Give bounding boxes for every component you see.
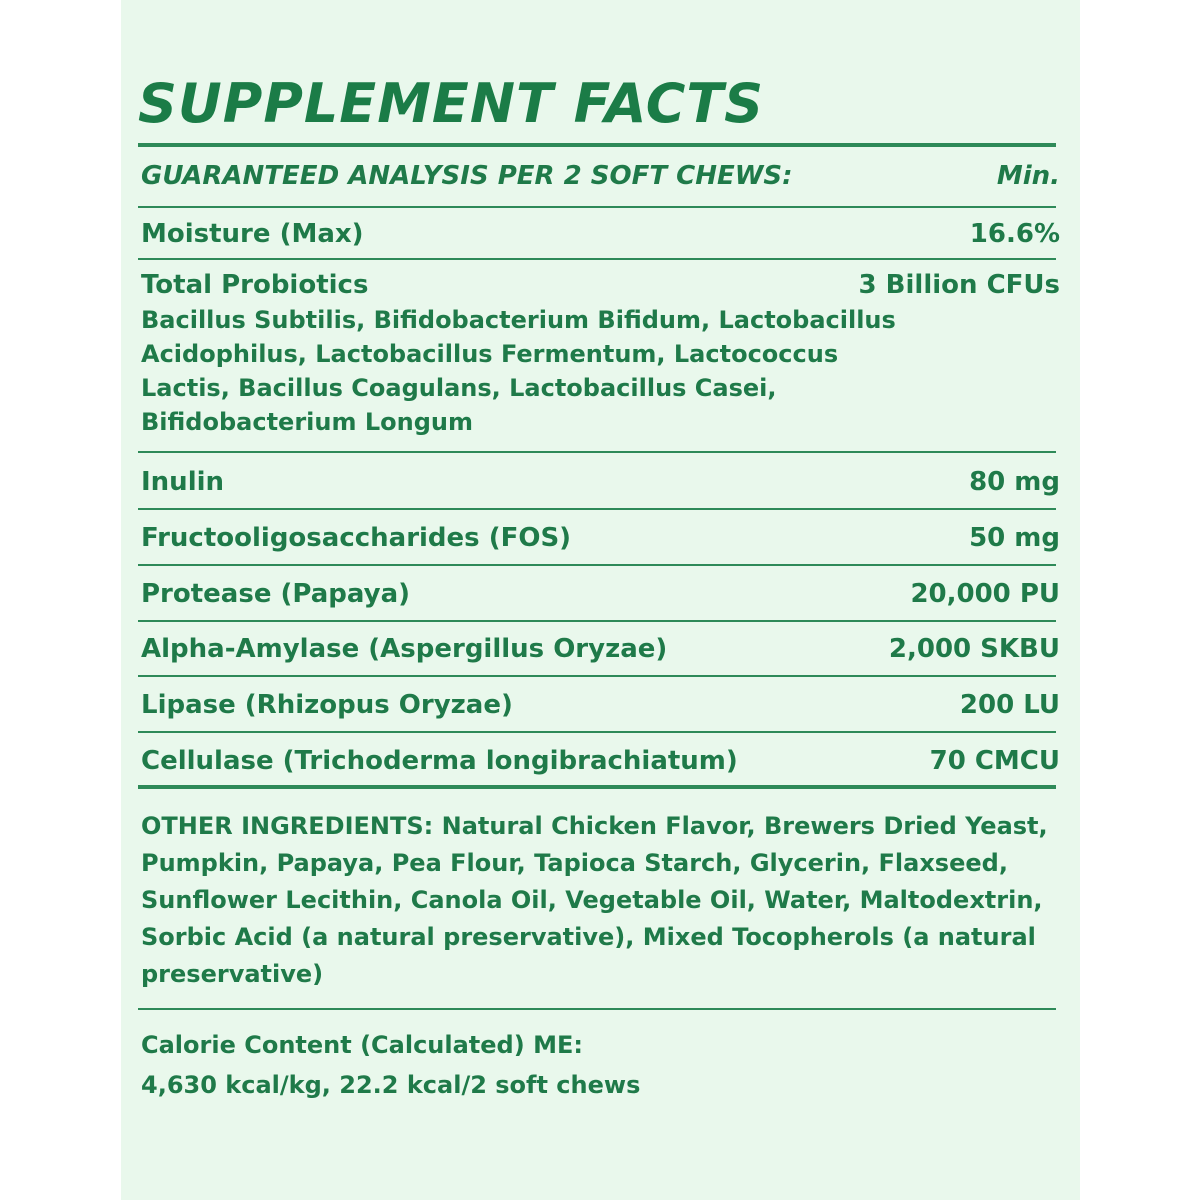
row-value-fos: 50 mg — [969, 523, 1060, 553]
section-divider — [138, 785, 1056, 789]
section-divider — [138, 1008, 1056, 1010]
row-divider — [138, 451, 1056, 453]
supplement-facts-panel — [121, 0, 1080, 1200]
row-label-fos: Fructooligosaccharides (FOS) — [141, 523, 572, 553]
row-divider — [138, 620, 1056, 622]
row-label-total-probiotics: Total Probiotics — [141, 270, 369, 300]
row-value-cellulase: 70 CMCU — [929, 746, 1060, 776]
row-value-inulin: 80 mg — [969, 467, 1060, 497]
title-divider — [138, 143, 1056, 147]
calorie-content-label: Calorie Content (Calculated) ME: — [141, 1031, 583, 1059]
row-divider — [138, 258, 1056, 260]
probiotic-strains-list: Bacillus Subtilis, Bifidobacterium Bifidum, Lactobacillus Acidophilus, Lactobacillus Fermentum, Lactococcus Lactis, Bacillus Coagulans, Lactobacillus Casei, Bifidobacterium Longum — [141, 306, 896, 436]
row-divider — [138, 675, 1056, 677]
row-label-inulin: Inulin — [141, 467, 225, 497]
row-label-lipase: Lipase (Rhizopus Oryzae) — [141, 690, 513, 720]
row-divider — [138, 731, 1056, 733]
other-ingredients-text: OTHER INGREDIENTS: Natural Chicken Flavor, Brewers Dried Yeast, Pumpkin, Papaya, Pea Flour, Tapioca Starch, Glycerin, Flaxseed, Sunflower Lecithin, Canola Oil, Vegetable Oil, Water, Maltodextrin, Sorbic Acid (a natural preservative), Mixed Tocopherols (a natural preservative) — [141, 812, 1048, 988]
row-value-alpha-amylase: 2,000 SKBU — [888, 634, 1060, 664]
row-divider — [138, 508, 1056, 510]
page-title: SUPPLEMENT FACTS — [138, 72, 765, 135]
row-label-moisture: Moisture (Max) — [141, 219, 364, 249]
row-label-alpha-amylase: Alpha-Amylase (Aspergillus Oryzae) — [141, 634, 668, 664]
row-divider — [138, 564, 1056, 566]
row-value-total-probiotics: 3 Billion CFUs — [858, 270, 1060, 300]
analysis-header-value: Min. — [996, 161, 1060, 191]
analysis-header-label: GUARANTEED ANALYSIS PER 2 SOFT CHEWS: — [141, 161, 793, 191]
row-value-lipase: 200 LU — [959, 690, 1060, 720]
row-value-moisture: 16.6% — [969, 219, 1060, 249]
row-value-protease: 20,000 PU — [910, 579, 1060, 609]
calorie-content-value: 4,630 kcal/kg, 22.2 kcal/2 soft chews — [141, 1071, 641, 1099]
row-label-cellulase: Cellulase (Trichoderma longibrachiatum) — [141, 746, 738, 776]
row-label-protease: Protease (Papaya) — [141, 579, 411, 609]
row-divider — [138, 206, 1056, 208]
